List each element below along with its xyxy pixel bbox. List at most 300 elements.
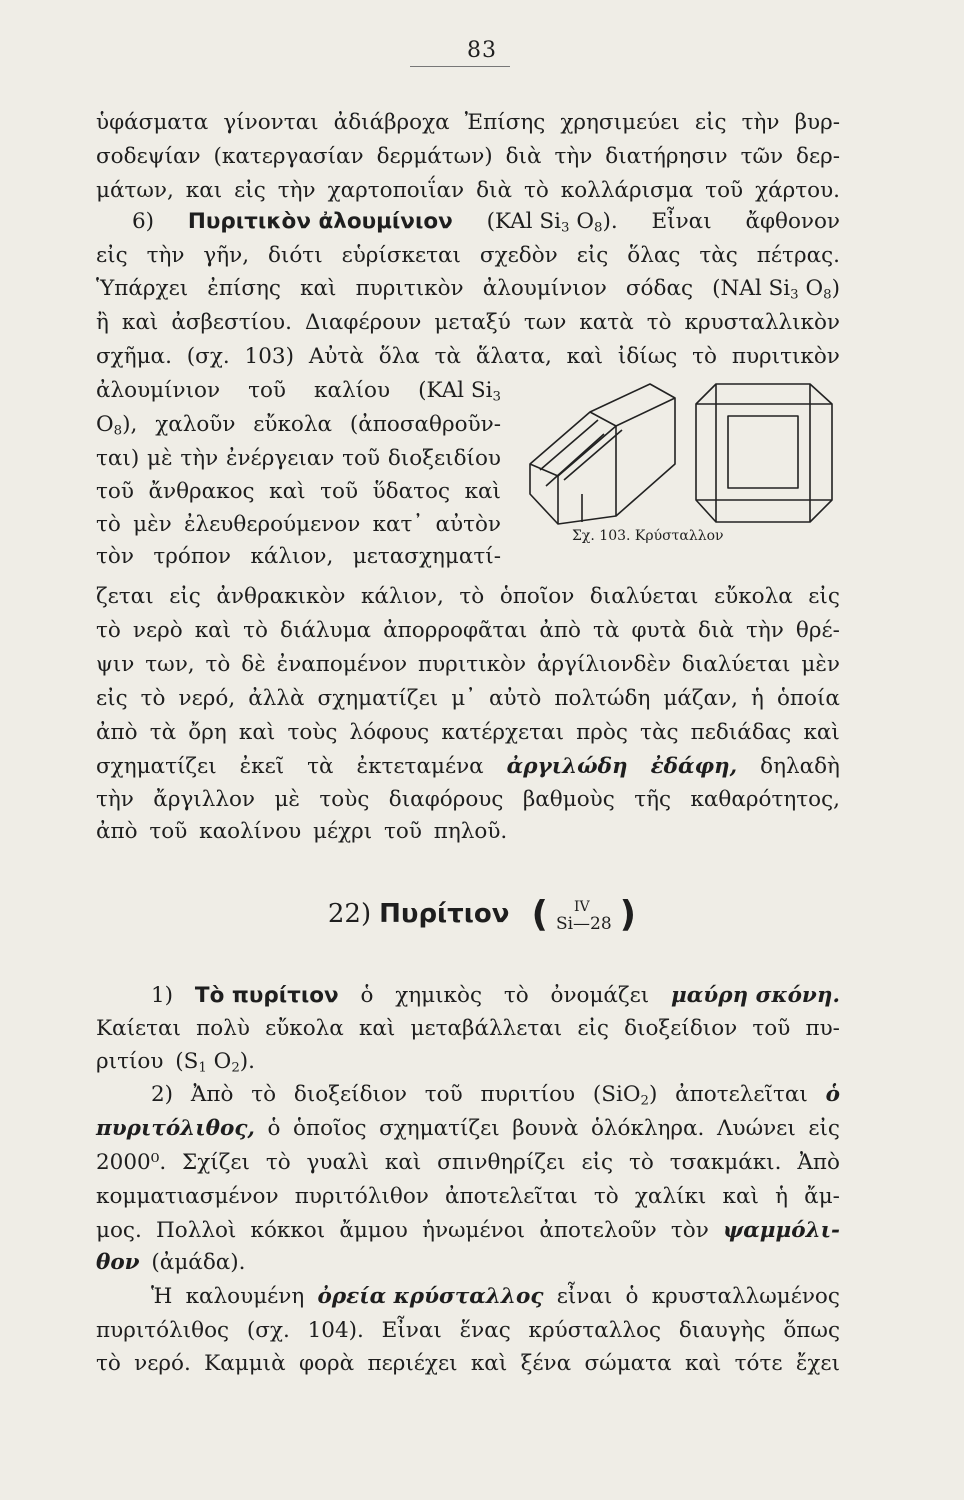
word: Ἡ [151,1284,173,1309]
element-formula [556,899,612,933]
word: διὰ [476,178,513,203]
word: εἰς [96,686,128,711]
word: καλουμένη [185,1284,305,1309]
word: 104). [307,1318,364,1343]
word: φορὰ [298,1351,355,1376]
word: (ἀμάδα). [151,1250,246,1275]
word: σχῆμα. [96,344,172,369]
text-line [96,682,840,716]
text-line [96,174,840,208]
word: γῆν, [203,243,250,268]
word: ἡ [751,686,764,711]
word: βουνὰ [512,1116,579,1141]
word: τὴν [146,243,185,268]
word: πολτώδη [554,686,651,711]
word: καὶ [803,720,840,745]
word: πυριτικὸν [355,276,464,301]
emphasis-term: ὁ [825,1082,840,1107]
emphasis-term: μαύρη σκόνη. [671,983,840,1008]
word: Ἀπὸ [797,1150,840,1175]
word: δηλαδὴ [760,754,840,779]
word: ἄμ- [804,1184,840,1209]
word: καὶ [384,1150,422,1175]
word: τὴν [277,178,316,203]
emphasis-term: θον [96,1250,140,1275]
word: καὶ [121,310,159,335]
word: κόκκοι [250,1218,326,1243]
word: χαλίκι [634,1184,707,1209]
word: κάλιον, [250,544,334,569]
word: ὄρη [188,720,227,745]
word: εἰς [808,584,840,609]
word: τὰ [307,754,334,779]
word: βυρ- [794,110,840,135]
word: 2) [151,1082,174,1107]
formula-part: O [798,276,824,301]
word: Αὐτὰ [308,344,364,369]
word: τὴν [741,110,780,135]
word: χαλοῦν [155,412,236,437]
word: ἀλλὰ [248,686,305,711]
word: εὔκολα [713,584,793,609]
word: τὸν [96,544,134,569]
word: χρησιμεύει [560,110,680,135]
word: ἐκεῖ [239,754,285,779]
word: ἀλουμίνιον [96,378,221,403]
word: εἰς [234,178,266,203]
word: διάλυμα [280,618,372,643]
word: εὔκολα [265,1016,344,1041]
word: φυτὰ [631,618,687,643]
formula-part: 8 [823,287,832,303]
word: αὐτὸ [488,686,542,711]
subsection-title: Πυριτικὸν ἀλουμίνιον [187,209,453,234]
word: τῆς [634,787,672,812]
text-line [96,815,840,849]
formula-part: 2 [640,1093,649,1109]
crystal-left [530,384,675,524]
emphasis-term: πυριτόλιθος, [96,1116,255,1141]
word: ἀπορροφᾶται [383,618,528,643]
word: καὶ [566,344,604,369]
word: καλίου [314,378,391,403]
word: γίνονται [223,110,319,135]
word: ἀδιάβροχα [333,110,450,135]
word: τὸ [523,178,549,203]
word: καὶ [684,1351,722,1376]
word: Καμμιὰ [204,1351,286,1376]
word: ὀνομάζει [550,983,650,1008]
word: τσακμάκι. [669,1150,782,1175]
word: τοῦ [705,178,744,203]
word: ὅλας [627,243,681,268]
word: δὲ [241,652,266,677]
text-line [96,540,501,574]
word: ριτίου [96,1049,164,1074]
word: διαλύεται [589,584,699,609]
word: μος. [96,1218,142,1243]
word: νερὸ [132,618,183,643]
word: εἰς [808,1116,840,1141]
word: ἐνέργειαν [225,446,335,471]
word: νερό, [178,686,236,711]
word: ὕδατος [372,479,451,504]
text-line [96,272,840,306]
word: 1) [151,983,174,1008]
word: τὴν [96,787,134,812]
word: Σχίζει [182,1150,250,1175]
text-line [96,1280,840,1314]
word: χημικὸς [395,983,482,1008]
text-line [96,408,501,442]
formula-part: ). [602,209,618,234]
word: ἕνας [459,1318,511,1343]
formula-part: (NAl Si [712,276,791,301]
word: νερό. [134,1351,191,1376]
word: ὑφάσματα [96,110,209,135]
word: κάλιον, [360,584,444,609]
word: κομματιασμένον [96,1184,279,1209]
word: πυριτόλιθος [96,1318,230,1343]
word: ἐπίσης [207,276,281,301]
formula-part: Si—28 [555,914,612,934]
word: ἀπὸ [96,720,138,745]
word: ἐναπομένον [276,652,408,677]
word: Λυώνει [716,1116,796,1141]
formula-part: (SiO [592,1082,641,1107]
text-line [96,1146,840,1180]
word: Ὑπάρχει [96,276,189,301]
emphasis-term: ψαμμόλι- [722,1218,840,1243]
formula-part: (KAl Si [418,378,493,403]
text-line [96,716,840,750]
word: κατ᾽ [372,512,424,537]
word: τοῦ [149,819,188,844]
word: κατέρχεται [441,720,564,745]
word: κολλάρισμα [560,178,694,203]
text-line [96,979,840,1013]
word: εὑρίσκεται [341,243,461,268]
word: τὴν [745,618,784,643]
word: (σχ. [186,344,230,369]
word: τὰ [149,720,177,745]
word: των [523,310,567,335]
text-line [96,614,840,648]
word: μετασχηματί- [352,544,501,569]
word: των, [145,652,195,677]
subsection-line [96,205,840,239]
formula-part: 8 [113,423,123,439]
word: (κατεργασίαν [213,144,364,169]
word: τοὺς [319,787,370,812]
formula-part: 3 [790,287,799,303]
word: ἄνθρακος [148,479,255,504]
word: ἀλουμίνιον [482,276,607,301]
word: δερμάτων) [376,144,493,169]
word: και [185,178,223,203]
emphasis-term: ὀρεία κρύσταλλος [317,1284,544,1309]
text-line [96,508,501,542]
word: ἡνωμένοι [422,1218,526,1243]
formula [175,1045,255,1079]
word: ἅλατα, [475,344,552,369]
word: διὰ [698,618,734,643]
word: σώματα [584,1351,672,1376]
formula-part: ). [239,1049,256,1074]
word: κρύσταλλος [528,1318,662,1343]
text-line [96,1045,840,1079]
formula-part: 1 [198,1060,207,1076]
formula-part: 3 [492,389,501,405]
word: μὲ [147,446,173,471]
word: τὴν [554,144,593,169]
word: τοῦ [384,819,422,844]
page-number: 83 [467,38,497,63]
formula [418,374,501,408]
word: μὲν [801,652,840,677]
word: ὁ [267,1116,281,1141]
word: εἰς [576,243,609,268]
word: (σχ. [246,1318,290,1343]
word: σπινθηρίζει [437,1150,566,1175]
word: εἰς [694,110,727,135]
word: βαθμοὺς [522,787,615,812]
word: τοῦ [248,378,287,403]
word: καὶ [358,1016,396,1041]
text-line [96,306,840,340]
word: σχηματίζει [379,1116,500,1141]
text-line [96,783,840,817]
word: ἐλευθερούμενον [184,512,361,537]
text-line [96,580,840,614]
word: διαυγὴς [678,1318,766,1343]
word: ἔχει [795,1351,840,1376]
word: εἰς [96,243,128,268]
page-number-rule [410,66,510,67]
word: καὶ [464,479,501,504]
formula-part: O [576,209,594,234]
word: Διαφέρουν [304,310,422,335]
word: 2000⁰. [96,1150,167,1175]
figure-caption: Σχ. 103. Κρύσταλλον [572,528,724,544]
formula-part: (KAl Si [486,209,561,234]
section-number: 22) [327,899,372,929]
section-title: Πυρίτιον [379,899,510,929]
word: διότι [267,243,323,268]
formula [96,408,137,442]
word: διὰ [505,144,542,169]
word: ἐκτεταμένα [356,754,484,779]
emphasis-term: ἀργιλώδη [506,754,628,779]
word: τρόπον [153,544,231,569]
word: χαρτοποιΐαν [327,178,465,203]
word: πυριτικὸν [417,652,527,677]
word: ἀποτελεῖται [675,1082,808,1107]
word: δερ- [796,144,840,169]
word: κρυσταλλωμένος [651,1284,840,1309]
word: καὶ [194,618,232,643]
word: τὸ [692,344,717,369]
word: εἰς [581,1150,614,1175]
word: πυ- [805,1016,840,1041]
formula-part: ) [648,1082,658,1107]
word: ἰδίως [617,344,678,369]
word: διαφόρους [388,787,504,812]
word: ὁποῖον [499,584,575,609]
subsection-title: Τὸ πυρίτιον [194,983,339,1008]
section-heading: 22) Πυρίτιον ( IV Si—28 ) [327,893,637,935]
word: κατὰ [579,310,634,335]
word: ἀπὸ [539,618,581,643]
word: κρυσταλλικὸν [684,310,840,335]
word: διοξειδίου [387,446,501,471]
word: σχεδὸν [479,243,558,268]
word: ὁ [625,1284,639,1309]
word: ἄμμου [339,1218,408,1243]
word: ἄφθονον [745,209,840,234]
word: διατήρησιν [605,144,728,169]
word: τὸ [96,512,121,537]
word: καθαρότητος, [690,787,840,812]
formula-part: O [206,1049,232,1074]
word: μάζαν, [663,686,738,711]
word: τῶν [740,144,784,169]
text-line [96,1180,840,1214]
word: τὸν [670,1218,709,1243]
text-line [96,648,840,682]
word: τὸ [646,310,672,335]
word: εἶναι [556,1284,613,1309]
word: πολὺ [196,1016,250,1041]
word: τὸ [140,686,166,711]
word: τὸ [96,618,121,643]
word: πρὸς [576,720,628,745]
word: διαλύεται [681,652,791,677]
word: μ᾽ [451,686,476,711]
text-line [96,1012,840,1046]
text-line [96,1246,840,1280]
crystal-drawing [520,376,840,526]
word: ται) [96,446,140,471]
word: τότε [734,1351,783,1376]
word: καολίνου [199,819,302,844]
word: πέτρας. [756,243,840,268]
word: τοὺς [287,720,338,745]
word: ὁποῖος [293,1116,367,1141]
word: τὰ [593,618,620,643]
word: σχηματίζει [317,686,439,711]
word: σχηματίζει [96,754,217,779]
word: Καίεται [96,1016,181,1041]
word: μεταξύ [434,310,511,335]
word: τὸ [205,652,231,677]
text-line [96,1314,840,1348]
word: πυριτικὸν [731,344,840,369]
word: εὔκολα [253,412,333,437]
word: τὸ [243,618,268,643]
text-line [96,475,501,509]
word: ἡ [775,1184,788,1209]
word: τὸ [593,1184,619,1209]
word: τὰς [640,720,679,745]
word: τὸ [96,1351,121,1376]
word: τὸ [251,1082,277,1107]
word: εἰς [577,1016,609,1041]
word: καὶ [300,276,337,301]
word: ζεται [96,584,154,609]
text-line [96,374,501,408]
formula-part: (S [175,1049,199,1074]
word: Πολλοὶ [156,1218,237,1243]
word: λόφους [349,720,430,745]
word: Ἀπὸ [190,1082,234,1107]
emphasis-term: ἐδάφη, [650,754,738,779]
word: ὁποία [776,686,840,711]
word: τὸ [265,1150,291,1175]
formula-part: 3 [560,220,570,236]
word: τὸ [459,584,485,609]
word: ἢ [96,310,109,335]
text-line [96,750,840,784]
word: περιέχει [367,1351,458,1376]
word: μὲν [133,512,172,537]
word: ὁ [360,983,374,1008]
word: μέχρι [313,819,373,844]
word: καὶ [722,1184,759,1209]
text-line [96,340,840,374]
word: καὶ [470,1351,508,1376]
word: πηλοῦ. [433,819,508,844]
word: ξένα [520,1351,572,1376]
word: Εἶναι [381,1318,442,1343]
word: ἀργίλιονδὲν [536,652,671,677]
word: ἀσβεστίου. [171,310,292,335]
word: ὅπως [783,1318,840,1343]
formula-part: ), [122,412,138,437]
word: μὲ [274,787,300,812]
formula-part: 8 [593,220,603,236]
word: διοξείδιον [624,1016,738,1041]
word: Εἶναι [651,209,712,234]
word: ἀνθρακικὸν [216,584,346,609]
text-line [96,239,840,273]
word: πυριτόλιθον [294,1184,429,1209]
word: ἄργιλλον [153,787,256,812]
formula-part: IV [573,899,590,915]
text-line [96,1214,840,1248]
word: τὰ [434,344,462,369]
word: τοῦ [342,446,381,471]
word: τὴν [180,446,219,471]
word: 103) [244,344,294,369]
word: πυριτίου [480,1082,576,1107]
formula [487,205,618,239]
word: τοῦ [96,479,134,504]
word: μάτων, [96,178,174,203]
word: σοδεψίαν [96,144,201,169]
word: ἀποτελοῦν [539,1218,657,1243]
text-line [96,1112,840,1146]
word: διοξείδιον [293,1082,407,1107]
word: μεταβάλλεται [410,1016,563,1041]
word: ψιν [96,652,135,677]
text-line [96,442,501,476]
formula [712,272,840,306]
word: χάρτου. [755,178,840,203]
text-line [96,140,840,174]
word: καὶ [238,720,276,745]
text-line [96,1078,840,1112]
